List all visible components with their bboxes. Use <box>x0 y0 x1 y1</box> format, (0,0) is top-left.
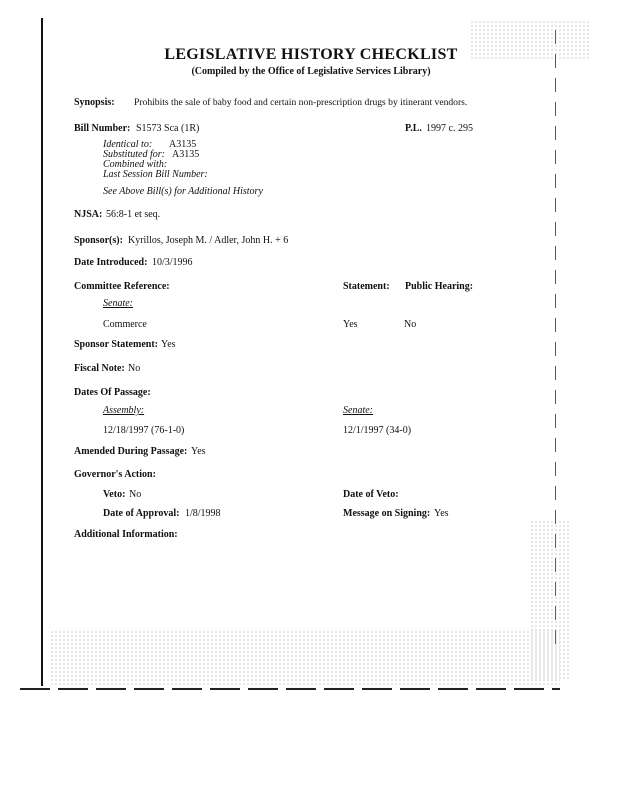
date-of-approval-label: Date of Approval: <box>103 508 180 519</box>
committee-name: Commerce <box>103 319 147 330</box>
passage-assembly-label: Assembly: <box>103 405 145 416</box>
fiscal-note-label: Fiscal Note: <box>74 363 125 374</box>
date-of-veto-label: Date of Veto: <box>343 489 399 500</box>
pl-label: P.L. <box>405 123 422 134</box>
scan-left-border <box>41 18 43 686</box>
public-hearing-value: No <box>404 319 417 330</box>
sponsors-value: Kyrillos, Joseph M. / Adler, John H. + 6 <box>128 235 289 246</box>
page-title: LEGISLATIVE HISTORY CHECKLIST <box>164 46 458 63</box>
identical-value: A3135 <box>169 139 197 150</box>
pl-value: 1997 c. 295 <box>426 123 473 134</box>
message-on-signing-value: Yes <box>434 508 449 519</box>
message-on-signing-label: Message on Signing: <box>343 508 431 519</box>
additional-information-label: Additional Information: <box>74 529 178 540</box>
combined-label: Combined with: <box>103 159 168 170</box>
scan-noise-bottom <box>50 630 560 685</box>
date-introduced-value: 10/3/1996 <box>152 257 193 268</box>
governors-action-label: Governor's Action: <box>74 469 156 480</box>
committee-reference-label: Committee Reference: <box>74 281 170 292</box>
scan-bottom-edge <box>20 688 560 690</box>
bill-number-label: Bill Number: <box>74 123 131 134</box>
committee-senate-label: Senate: <box>103 298 133 309</box>
date-introduced-label: Date Introduced: <box>74 257 148 268</box>
amended-label: Amended During Passage: <box>74 446 188 457</box>
fiscal-note-value: No <box>128 363 141 374</box>
see-above-note: See Above Bill(s) for Additional History <box>103 186 263 197</box>
public-hearing-label: Public Hearing: <box>405 281 474 292</box>
veto-value: No <box>129 489 142 500</box>
substituted-value: A3135 <box>172 149 200 160</box>
njsa-value: 56:8-1 et seq. <box>106 209 161 220</box>
njsa-label: NJSA: <box>74 209 103 220</box>
statement-value: Yes <box>343 319 358 330</box>
sponsors-label: Sponsor(s): <box>74 235 123 246</box>
bill-number-value: S1573 Sca (1R) <box>136 123 200 134</box>
page-subtitle: (Compiled by the Office of Legislative Services Library) <box>191 66 431 77</box>
dates-of-passage-label: Dates Of Passage: <box>74 387 151 398</box>
passage-senate-label: Senate: <box>343 405 373 416</box>
veto-label: Veto: <box>103 489 126 500</box>
passage-assembly-value: 12/18/1997 (76-1-0) <box>103 425 185 436</box>
identical-label: Identical to: <box>103 139 153 150</box>
statement-label: Statement: <box>343 281 390 292</box>
sponsor-statement-value: Yes <box>161 339 176 350</box>
synopsis-label: Synopsis: <box>74 97 115 108</box>
passage-senate-value: 12/1/1997 (34-0) <box>343 425 412 436</box>
synopsis-value: Prohibits the sale of baby food and certain non-prescription drugs by itinerant vendors. <box>134 97 468 108</box>
substituted-label: Substituted for: <box>103 149 165 160</box>
last-session-label: Last Session Bill Number: <box>103 169 208 180</box>
sponsor-statement-label: Sponsor Statement: <box>74 339 158 350</box>
date-of-approval-value: 1/8/1998 <box>185 508 221 519</box>
amended-value: Yes <box>191 446 206 457</box>
scan-noise-right <box>530 520 570 680</box>
